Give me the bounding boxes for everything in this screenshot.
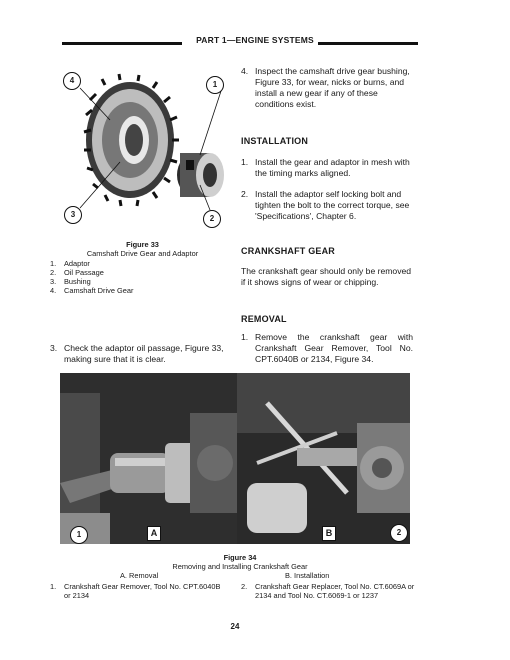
figure-34-caption xyxy=(50,553,430,571)
step-number: 3. xyxy=(50,343,58,353)
figure-33-legend xyxy=(50,259,235,295)
figure-34-label-b: B xyxy=(322,526,336,541)
legend-text: Crankshaft Gear Remover, Tool No. CPT.6040B or 2134 xyxy=(64,582,221,600)
legend-text: Camshaft Drive Gear xyxy=(64,286,134,295)
adaptor xyxy=(177,153,224,197)
figure-34-photo-a xyxy=(60,373,237,544)
step-text: Install the adaptor self locking bolt and tighten the bolt to the correct torque, see 'Specifications', Chapter 6. xyxy=(255,189,410,221)
removal-step xyxy=(241,332,413,365)
removal-heading: REMOVAL xyxy=(241,314,287,324)
photo-a-image xyxy=(60,373,237,544)
crankshaft-gear-heading: CRANKSHAFT GEAR xyxy=(241,246,335,256)
installation-step xyxy=(241,157,413,179)
step-text: Inspect the camshaft drive gear bushing, Figure 33, for wear, nicks or burns, and install a new gear if any of these conditions exist. xyxy=(255,66,410,109)
legend-number: 1. xyxy=(50,582,57,591)
step-4 xyxy=(241,66,413,110)
legend-text: Crankshaft Gear Replacer, Tool No. CT.6069A or 2134 and Tool No. CT.6069-1 or 1237 xyxy=(255,582,415,600)
figure-34-label-a: A xyxy=(147,526,161,541)
figure-33-callout-1: 1 xyxy=(206,76,224,94)
figure-33-caption xyxy=(50,240,235,258)
figure-34-callout-2: 2 xyxy=(390,524,408,542)
header-title: PART 1—ENGINE SYSTEMS xyxy=(192,35,318,45)
figure-33-callout-3: 3 xyxy=(64,206,82,224)
figure-34-sub-b: B. Installation xyxy=(285,571,330,580)
step-text: Install the gear and adaptor in mesh with the timing marks aligned. xyxy=(255,157,410,178)
step-number: 4. xyxy=(241,66,249,76)
figure-33-title: Figure 33 xyxy=(126,240,159,249)
photo-b-image xyxy=(237,373,410,544)
figure-34-title: Figure 34 xyxy=(223,553,257,562)
legend-number: 2. xyxy=(50,268,57,277)
header-title-wrap xyxy=(0,35,510,45)
step-text: Remove the crankshaft gear with Crankshaft Gear Remover, Tool No. CPT.6040B or 2134, Figure 34. xyxy=(255,332,413,364)
figure-34-legend-1 xyxy=(50,582,225,600)
installation-steps xyxy=(241,157,413,222)
legend-text: Adaptor xyxy=(64,259,90,268)
legend-number: 1. xyxy=(50,259,57,268)
legend-number: 2. xyxy=(241,582,248,591)
crankshaft-gear-text: The crankshaft gear should only be removed if it shows signs of wear or chipping. xyxy=(241,266,412,287)
legend-text: Bushing xyxy=(64,277,91,286)
step-number: 1. xyxy=(241,332,249,342)
camshaft-drive-gear xyxy=(84,74,179,206)
step-number: 1. xyxy=(241,157,249,167)
legend-text: Oil Passage xyxy=(64,268,104,277)
figure-33-callout-4: 4 xyxy=(63,72,81,90)
installation-step xyxy=(241,189,413,222)
page-number: 24 xyxy=(230,622,240,631)
step-text: Check the adaptor oil passage, Figure 33, making sure that it is clear. xyxy=(64,343,224,364)
legend-item xyxy=(50,277,235,286)
legend-number: 4. xyxy=(50,286,57,295)
figure-34-subtitle: Removing and Installing Crankshaft Gear xyxy=(172,562,308,571)
figure-33-callout-2: 2 xyxy=(203,210,221,228)
step-3 xyxy=(50,343,235,365)
legend-item xyxy=(50,286,235,295)
figure-33-subtitle: Camshaft Drive Gear and Adaptor xyxy=(86,249,199,258)
installation-heading: INSTALLATION xyxy=(241,136,309,146)
legend-item xyxy=(50,259,235,268)
step-number: 2. xyxy=(241,189,249,199)
legend-number: 3. xyxy=(50,277,57,286)
figure-34-legend-2 xyxy=(241,582,416,600)
figure-34-sub-a: A. Removal xyxy=(120,571,159,580)
legend-item xyxy=(50,268,235,277)
figure-34-photo-b xyxy=(237,373,410,544)
figure-34-callout-1: 1 xyxy=(70,526,88,544)
